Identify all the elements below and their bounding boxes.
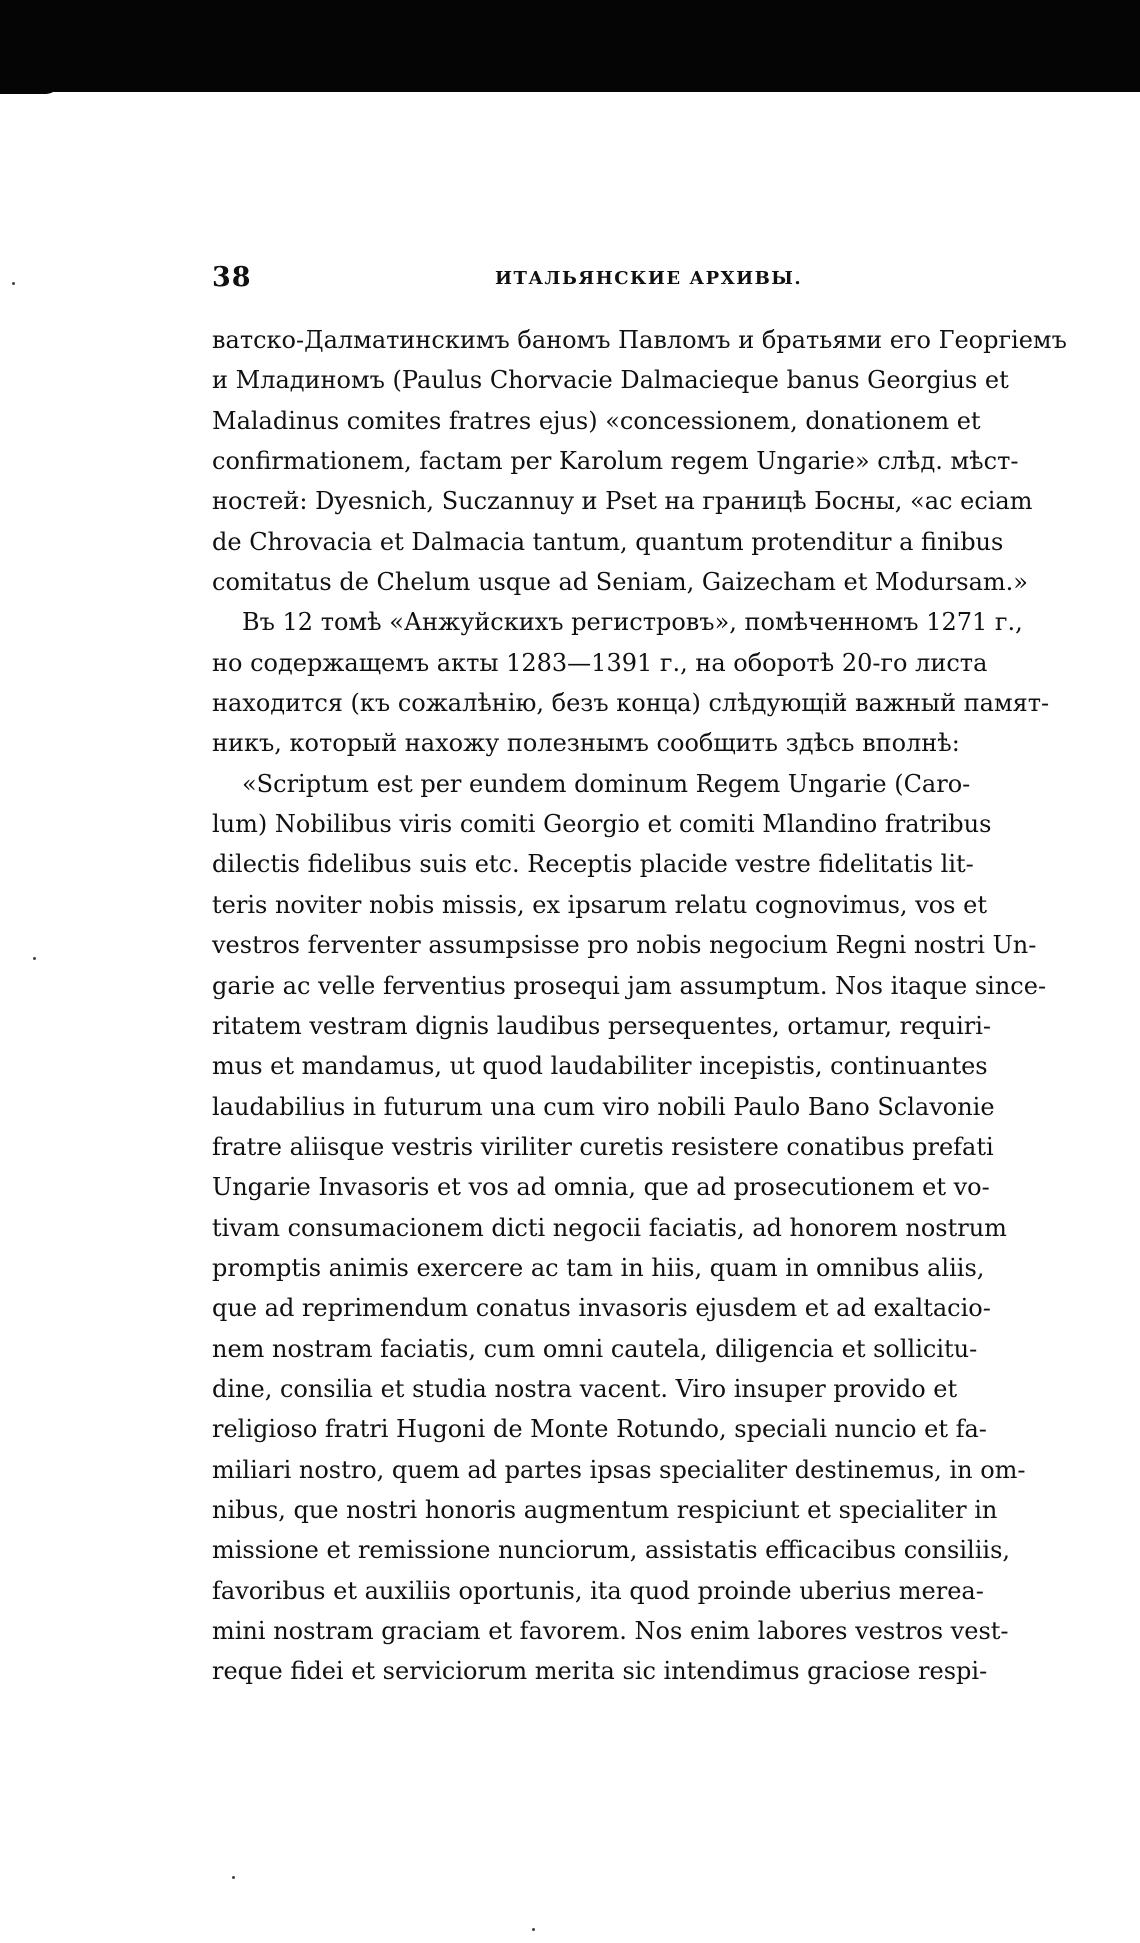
scan-speck: [532, 1928, 535, 1931]
text-line: ностей: Dyesnich, Suczannuy и Pset на границѣ Босны, «ac eciam: [212, 487, 1033, 516]
text-line: laudabilius in futurum una cum viro nobili Paulo Bano Sclavonie: [212, 1092, 995, 1121]
text-line: vestros ferventer assumpsisse pro nobis negocium Regni nostri Un-: [212, 931, 1037, 960]
page-header: [212, 262, 940, 302]
text-line: mini nostram graciam et favorem. Nos enim labores vestros vest-: [212, 1617, 1009, 1645]
text-line: Ungarie Invasoris et vos ad omnia, que ad prosecutionem et vo-: [212, 1173, 990, 1202]
text-line: miliari nostro, quem ad partes ipsas specialiter destinemus, in om-: [212, 1455, 1026, 1484]
text-line: teris noviter nobis missis, ex ipsarum relatu cognovimus, vos et: [212, 890, 987, 919]
text-line: lum) Nobilibus viris comiti Georgio et comiti Mlandino fratribus: [212, 810, 992, 839]
text-line: Въ 12 томѣ «Анжуйскихъ регистровъ», помѣченномъ 1271 г.,: [242, 608, 1023, 637]
text-line: но содержащемъ акты 1283—1391 г., на оборотѣ 20-го листа: [212, 648, 988, 677]
text-line: Maladinus comites fratres ejus) «concessionem, donationem et: [212, 406, 981, 435]
text-line: dilectis fidelibus suis etc. Receptis placide vestre fidelitatis lit-: [212, 850, 974, 879]
body-text: [212, 320, 1067, 1692]
text-line: mus et mandamus, ut quod laudabiliter incepistis, continuantes: [212, 1052, 988, 1081]
text-line: ritatem vestram dignis laudibus persequentes, ortamur, requiri-: [212, 1011, 992, 1040]
text-line: и Младиномъ (Paulus Chorvacie Dalmacieque banus Georgius et: [212, 366, 1009, 395]
page-number: 38: [212, 262, 252, 293]
scan-speck: [33, 957, 36, 960]
text-line: fratre aliisque vestris viriliter curetis resistere conatibus prefati: [212, 1132, 994, 1161]
text-line: tivam consumacionem dicti negocii faciatis, ad honorem nostrum: [212, 1213, 1007, 1242]
scan-top-border-corner: [0, 80, 60, 94]
text-line: reque fidei et serviciorum merita sic intendimus graciose respi-: [212, 1657, 988, 1686]
text-line: ватско-Далматинскимъ баномъ Павломъ и братьями его Георгiемъ: [212, 326, 1067, 354]
text-line: confirmationem, factam per Karolum regem Ungarie» слѣд. мѣст-: [212, 447, 1019, 476]
text-line: favoribus et auxiliis oportunis, ita quod proinde uberius merea-: [212, 1576, 984, 1605]
scan-top-border: [0, 0, 1140, 92]
scan-speck: [12, 282, 15, 285]
running-head: ИТАЛЬЯНСКИЕ АРХИВЫ.: [495, 268, 803, 289]
text-line: nem nostram faciatis, cum omni cautela, diligencia et sollicitu-: [212, 1334, 978, 1363]
text-line: missione et remissione nunciorum, assistatis efficacibus consiliis,: [212, 1536, 1011, 1565]
text-line: comitatus de Chelum usque ad Seniam, Gaizecham et Modursam.»: [212, 568, 1028, 597]
text-line: dine, consilia et studia nostra vacent. Viro insuper provido et: [212, 1374, 958, 1403]
text-line: garie ac velle ferventius prosequi jam assumptum. Nos itaque since-: [212, 971, 1047, 1000]
text-line: никъ, который нахожу полезнымъ сообщить здѣсь вполнѣ:: [212, 729, 960, 758]
text-line: de Chrovacia et Dalmacia tantum, quantum protenditur a finibus: [212, 527, 1004, 556]
text-line: que ad reprimendum conatus invasoris ejusdem et ad exaltacio-: [212, 1294, 991, 1323]
text-line: находится (къ сожалѣнію, безъ конца) слѣдующiй важный памят-: [212, 689, 1050, 718]
text-line: nibus, que nostri honoris augmentum respiciunt et specialiter in: [212, 1495, 998, 1524]
text-line: religioso fratri Hugoni de Monte Rotundo, speciali nuncio et fa-: [212, 1415, 987, 1444]
text-line: promptis animis exercere ac tam in hiis, quam in omnibus aliis,: [212, 1253, 985, 1282]
text-line: «Scriptum est per eundem dominum Regem Ungarie (Caro-: [242, 769, 971, 798]
scan-speck: [232, 1876, 235, 1879]
